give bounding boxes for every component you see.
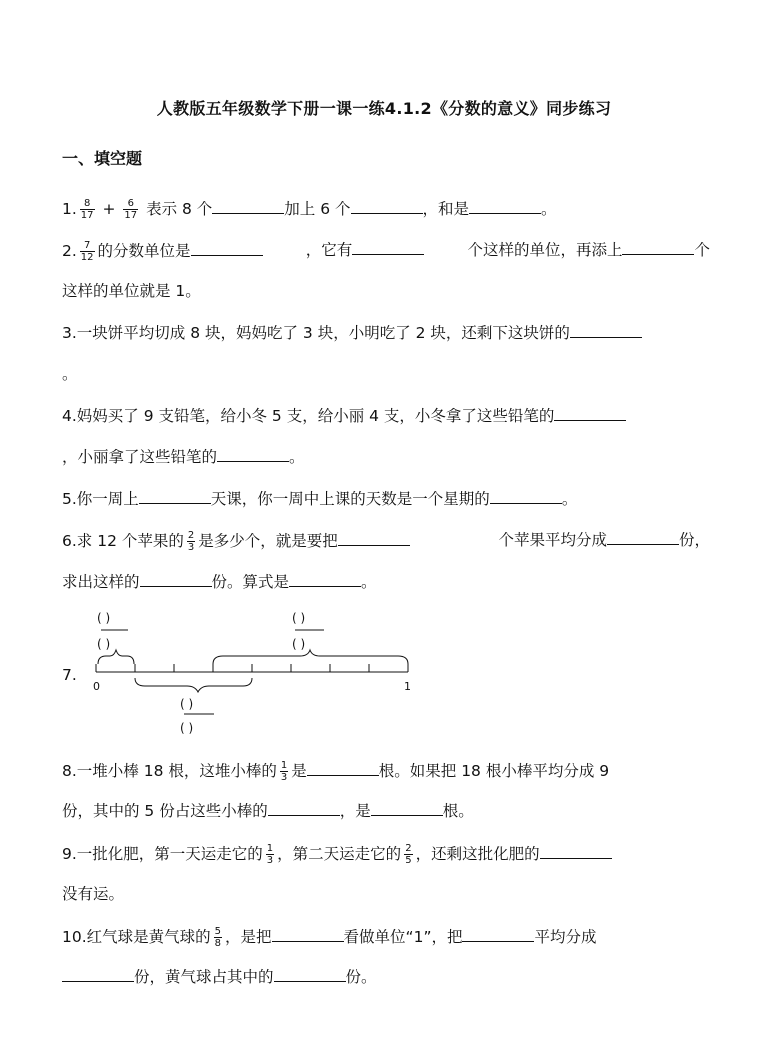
q1-text-1: 表示 8 个 (146, 200, 213, 218)
number-line-diagram (92, 606, 422, 736)
answer-blank[interactable] (490, 489, 562, 504)
q5-text-2: 天课，你一周中上课的天数是一个星期的 (210, 490, 490, 508)
answer-blank[interactable] (307, 761, 379, 776)
q2-text-4: 个 (694, 241, 710, 259)
plus-sign: + (102, 200, 116, 218)
q10-text-5: 份，黄气球占其中的 (134, 968, 274, 986)
q6-text-7: 。 (361, 573, 377, 591)
q7-number: 7. (62, 666, 77, 684)
q9-text-2: ，第二天运走它的 (277, 845, 402, 863)
fraction-paren: ( ) (180, 697, 194, 711)
answer-blank[interactable] (289, 572, 361, 587)
answer-blank[interactable] (268, 801, 340, 816)
answer-blank[interactable] (540, 844, 612, 859)
q10-text-1: 10.红气球是黄气球的 (62, 928, 211, 946)
answer-blank[interactable] (622, 240, 694, 255)
answer-blank[interactable] (140, 572, 212, 587)
q4-text-3: 。 (289, 448, 305, 466)
page-title: 人教版五年级数学下册一课一练4.1.2《分数的意义》同步练习 (156, 99, 612, 118)
q4-text-2: ，小丽拿了这些铅笔的 (62, 448, 218, 466)
fraction-paren: ( ) (292, 611, 306, 625)
q6-text-1: 6.求 12 个苹果的 (62, 532, 184, 550)
q9-text-3: ，还剩这批化肥的 (415, 845, 540, 863)
fraction-paren: ( ) (97, 637, 111, 651)
question-3 (62, 323, 710, 343)
q10-line-2 (62, 967, 710, 987)
answer-blank[interactable] (469, 199, 541, 214)
q8-text-6: 根。 (442, 802, 474, 820)
q6-text-2: 是多少个，就是要把 (198, 532, 338, 550)
answer-blank[interactable] (462, 927, 534, 942)
q2-text-3: 个这样的单位，再添上 (467, 241, 623, 259)
answer-blank[interactable] (272, 927, 344, 942)
answer-blank[interactable] (607, 530, 679, 545)
q8-text-3: 根。如果把 18 根小棒平均分成 9 (378, 762, 610, 780)
question-9 (62, 843, 710, 866)
q10-text-2: ，是把 (225, 928, 272, 946)
question-10 (62, 926, 710, 949)
question-2 (62, 240, 710, 263)
question-5 (62, 489, 710, 509)
q10-text-6: 份。 (345, 968, 377, 986)
q4-text: 4.妈妈买了 9 支铅笔，给小冬 5 支，给小丽 4 支，小冬拿了这些铅笔的 (62, 407, 555, 425)
q2-line-2: 这样的单位就是 1。 (62, 282, 201, 300)
q6-text-5: 求出这样的 (62, 573, 140, 591)
brace (135, 678, 252, 692)
q8-text-5: ，是 (339, 802, 371, 820)
fraction-8-17: $\frac{8}{17}$ (80, 198, 94, 221)
q6-text-3: 个苹果平均分成 (498, 531, 607, 549)
answer-blank[interactable] (371, 801, 443, 816)
label-one: 1 (404, 680, 411, 693)
section-heading: 一、填空题 (62, 149, 143, 168)
fraction-paren: ( ) (97, 611, 111, 625)
fraction-7-12: $\frac{7}{12}$ (80, 240, 94, 263)
q8-line-2 (62, 801, 710, 821)
answer-blank[interactable] (338, 531, 410, 546)
answer-blank[interactable] (352, 240, 424, 255)
answer-blank[interactable] (351, 199, 423, 214)
q1-number: 1. (62, 200, 77, 218)
fraction-2-3: $\frac{2}{3}$ (187, 530, 195, 553)
answer-blank[interactable] (274, 967, 346, 982)
q6-line-2 (62, 572, 710, 592)
answer-blank[interactable] (217, 447, 289, 462)
tick-marks (96, 664, 408, 672)
q3-line-2: 。 (62, 365, 78, 383)
q8-text-4: 份，其中的 5 份占这些小棒的 (62, 802, 268, 820)
fraction-6-17: $\frac{6}{17}$ (124, 198, 138, 221)
q1-text-2: 加上 6 个 (284, 200, 351, 218)
question-1 (62, 198, 710, 221)
fraction-5-8: $\frac{5}{8}$ (214, 926, 222, 949)
question-8 (62, 760, 710, 783)
q2-text-1: 的分数单位是 (97, 242, 191, 260)
q6-text-4: 份， (678, 531, 710, 549)
answer-blank[interactable] (139, 489, 211, 504)
q5-text-3: 。 (561, 490, 578, 508)
q4-line-2 (62, 447, 710, 467)
q8-text-2: 是 (291, 762, 307, 780)
q1-text-4: 。 (541, 200, 557, 218)
fraction-paren: ( ) (180, 721, 194, 735)
fraction-1-3: $\frac{1}{3}$ (266, 843, 274, 866)
answer-blank[interactable] (554, 406, 626, 421)
q9-text-1: 9.一批化肥，第一天运走它的 (62, 845, 263, 863)
q8-text-1: 8.一堆小棒 18 根，这堆小棒的 (62, 762, 277, 780)
brace (98, 650, 134, 664)
answer-blank[interactable] (62, 967, 134, 982)
question-6 (62, 530, 710, 553)
q10-text-4: 平均分成 (534, 928, 597, 946)
q2-number: 2. (62, 242, 77, 260)
q9-line-2: 没有运。 (62, 885, 125, 903)
fraction-1-3: $\frac{1}{3}$ (280, 760, 288, 783)
q1-text-3: ，和是 (422, 200, 470, 218)
q6-text-6: 份。算式是 (211, 573, 290, 591)
brace (213, 650, 408, 664)
answer-blank[interactable] (212, 199, 284, 214)
label-zero: 0 (93, 680, 100, 693)
question-4 (62, 406, 710, 426)
fraction-2-5: $\frac{2}{5}$ (405, 843, 412, 866)
q5-text-1: 5.你一周上 (62, 490, 139, 508)
q3-text: 3.一块饼平均切成 8 块，妈妈吃了 3 块，小明吃了 2 块，还剩下这块饼的 (62, 324, 570, 342)
answer-blank[interactable] (570, 323, 642, 338)
q10-text-3: 看做单位“1”，把 (343, 928, 463, 946)
q2-text-2: ，它有 (305, 241, 353, 259)
answer-blank[interactable] (191, 241, 263, 256)
fraction-paren: ( ) (292, 637, 306, 651)
